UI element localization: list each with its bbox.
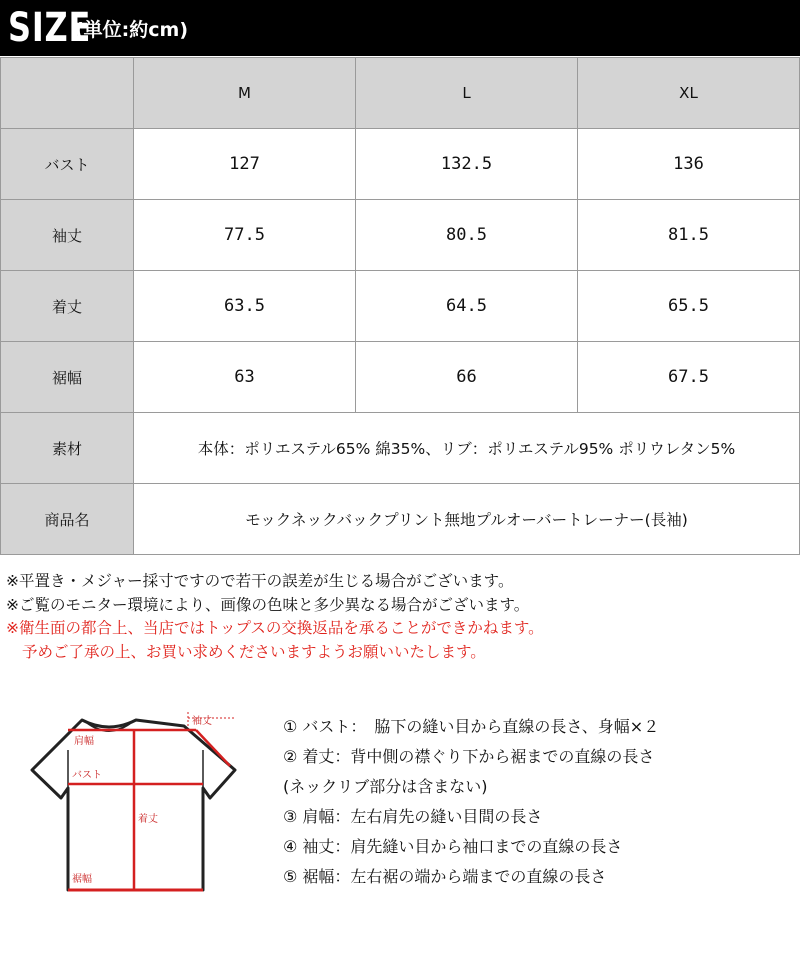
legend-length-note: (ネックリブ部分は含まない) — [283, 777, 488, 796]
size-title: SIZE — [8, 5, 92, 51]
size-header — [0, 0, 800, 56]
tshirt-measure-diagram — [20, 698, 245, 908]
legend-hem: ⑤ 裾幅：左右裾の端から端までの直線の長さ — [283, 867, 607, 886]
shoulder-label: 肩幅 — [74, 736, 94, 747]
cell-value: 67.5 — [578, 342, 800, 413]
note-return-policy: ※衛生面の都合上、当店ではトップスの交換返品を承ることができかねます。 — [6, 619, 544, 637]
length-label: 着丈 — [138, 814, 158, 825]
row-label: 裾幅 — [1, 342, 134, 413]
cell-value: 64.5 — [356, 271, 578, 342]
cell-value: 81.5 — [578, 200, 800, 271]
cell-value: 66 — [356, 342, 578, 413]
size-header-row — [1, 58, 800, 129]
table-row-hem — [1, 342, 800, 413]
cell-value: 132.5 — [356, 129, 578, 200]
notes-block — [6, 570, 796, 664]
size-table — [0, 57, 800, 555]
cell-value: 136 — [578, 129, 800, 200]
legend-shoulder: ③ 肩幅：左右肩先の縫い目間の長さ — [283, 807, 543, 826]
table-row-sleeve — [1, 200, 800, 271]
hem-label: 裾幅 — [72, 874, 92, 885]
cell-value: 80.5 — [356, 200, 578, 271]
size-xl: XL — [578, 58, 800, 129]
note-monitor: ※ご覧のモニター環境により、画像の色味と多少異なる場合がございます。 — [6, 595, 530, 614]
material-value: 本体：ポリエステル65% 綿35%、リブ：ポリエステル95% ポリウレタン5% — [134, 413, 800, 484]
product-name-value: モックネックバックプリント無地プルオーバートレーナー(長袖) — [134, 484, 800, 555]
row-label: 袖丈 — [1, 200, 134, 271]
measurement-legend — [283, 712, 659, 892]
legend-sleeve: ④ 袖丈：肩先縫い目から袖口までの直線の長さ — [283, 837, 623, 856]
table-row-product — [1, 484, 800, 555]
row-label: 着丈 — [1, 271, 134, 342]
row-label: 商品名 — [1, 484, 134, 555]
note-apology: 予めご了承の上、お買い求めくださいますようお願いいたします。 — [22, 642, 486, 661]
size-m: M — [134, 58, 356, 129]
cell-value: 65.5 — [578, 271, 800, 342]
cell-value: 127 — [134, 129, 356, 200]
cell-value: 77.5 — [134, 200, 356, 271]
legend-bust: ① バスト： 脇下の縫い目から直線の長さ、身幅×２ — [283, 717, 660, 736]
bust-label: バスト — [72, 770, 102, 781]
legend-length: ② 着丈：背中側の襟ぐり下から裾までの直線の長さ — [283, 747, 655, 766]
table-row-material — [1, 413, 800, 484]
unit-label: (単位:約cm) — [75, 18, 189, 41]
table-row-bust — [1, 129, 800, 200]
row-label: バスト — [1, 129, 134, 200]
table-row-length — [1, 271, 800, 342]
note-measure: ※平置き・メジャー採寸ですので若干の誤差が生じる場合がございます。 — [6, 572, 514, 590]
size-l: L — [356, 58, 578, 129]
cell-value: 63 — [134, 342, 356, 413]
cell-value: 63.5 — [134, 271, 356, 342]
row-label: 素材 — [1, 413, 134, 484]
sleeve-label: 袖丈 — [192, 716, 212, 727]
corner-cell — [1, 58, 134, 129]
